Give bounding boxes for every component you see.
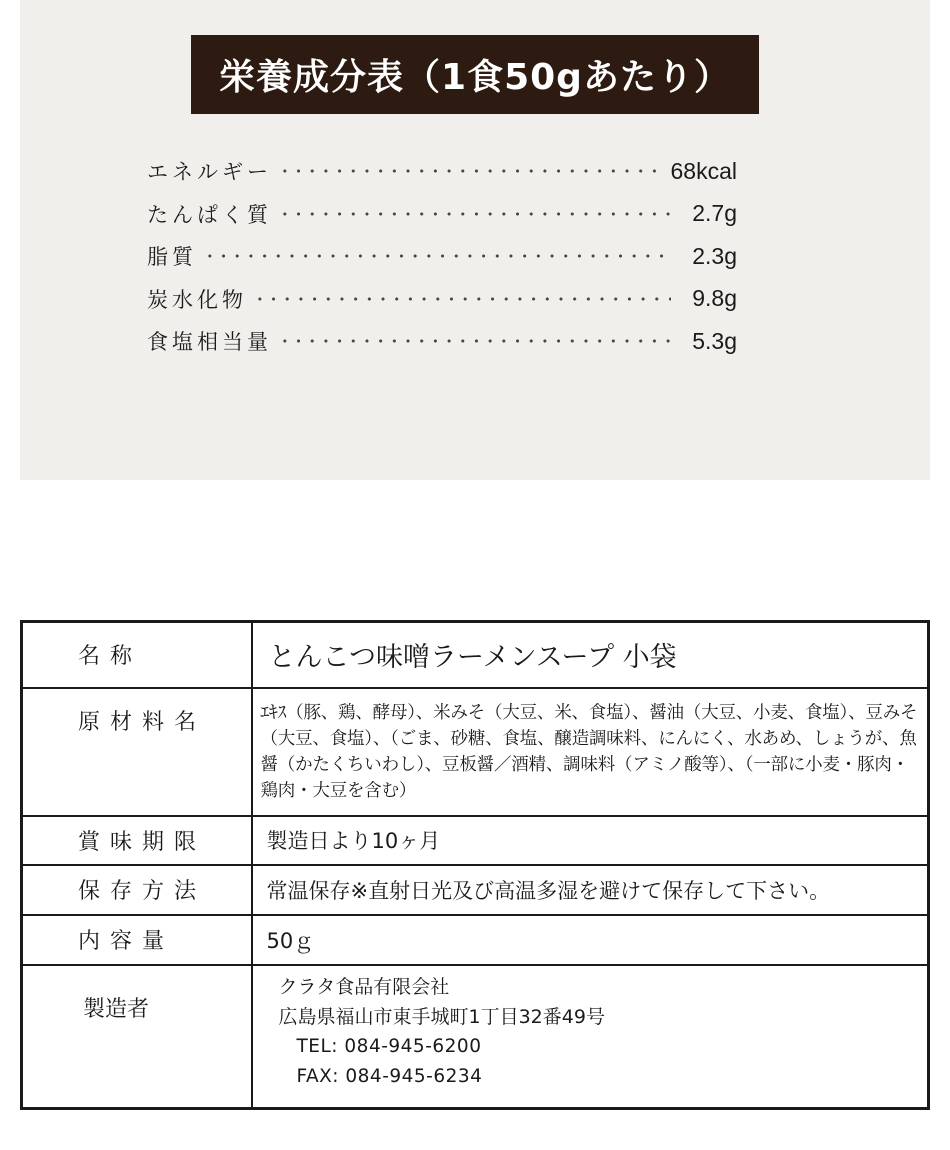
nutrition-row-carbohydrate: [147, 278, 737, 321]
spec-value-expiry: 製造日より10ヶ月: [252, 816, 929, 865]
nutrition-row-protein: [147, 193, 737, 236]
spec-row-expiry: [22, 816, 929, 865]
dot-leader: [278, 169, 665, 173]
nutrition-value: 2.7g: [692, 200, 737, 227]
spec-row-quantity: [22, 915, 929, 965]
spec-row-ingredients: [22, 688, 929, 816]
nutrition-list: [147, 150, 737, 363]
spec-label-expiry: 賞味期限: [22, 816, 252, 865]
spec-label-ingredients: 原材料名: [22, 688, 252, 816]
dot-leader: [278, 339, 671, 343]
nutrition-title: 栄養成分表（1食50gあたり）: [191, 35, 759, 114]
nutrition-row-fat: [147, 235, 737, 278]
nutrition-label: 炭水化物: [147, 287, 247, 312]
product-spec-table: [20, 620, 930, 1110]
nutrition-value: 5.3g: [692, 327, 737, 354]
spec-row-maker: [22, 965, 929, 1109]
spec-value-ingredients: ｴｷｽ（豚、鶏、酵母）、米みそ（大豆、米、食塩）、醤油（大豆、小麦、食塩）、豆みそ（大豆、食塩）、（ごま、砂糖、食塩、醸造調味料、にんにく、水あめ、しょうが、魚醤（かたくちいわし）、豆板醤／酒精、調味料（アミノ酸等）、（一部に小麦・豚肉・鶏肉・大豆を含む）: [252, 688, 929, 816]
spec-label-storage: 保存方法: [22, 865, 252, 915]
nutrition-value: 68kcal: [670, 157, 737, 184]
nutrition-value: 9.8g: [692, 285, 737, 312]
maker-tel: TEL: 084-945-6200: [296, 1035, 482, 1057]
nutrition-value: 2.3g: [692, 242, 737, 269]
maker-company: クラタ食品有限会社: [278, 975, 450, 998]
nutrition-label: たんぱく質: [147, 202, 272, 227]
spec-row-name: [22, 622, 929, 688]
nutrition-row-energy: [147, 150, 737, 193]
spec-value-quantity: 50ｇ: [252, 915, 929, 965]
nutrition-label: 脂質: [147, 245, 197, 270]
spec-label-maker: 製造者: [22, 965, 252, 1109]
dot-leader: [278, 212, 671, 216]
spec-value-maker: [252, 965, 929, 1109]
spec-value-name: とんこつ味噌ラーメンスープ 小袋: [252, 622, 929, 688]
maker-fax: FAX: 084-945-6234: [296, 1065, 483, 1087]
dot-leader: [203, 254, 671, 258]
nutrition-label: 食塩相当量: [147, 330, 272, 355]
spec-value-storage: 常温保存※直射日光及び高温多湿を避けて保存して下さい。: [252, 865, 929, 915]
nutrition-label: エネルギー: [147, 160, 272, 185]
spec-label-name: 名称: [22, 622, 252, 688]
dot-leader: [253, 297, 671, 301]
nutrition-row-salt: [147, 320, 737, 363]
maker-address: 広島県福山市東手城町1丁目32番49号: [278, 1005, 605, 1028]
spec-label-quantity: 内容量: [22, 915, 252, 965]
spec-row-storage: [22, 865, 929, 915]
